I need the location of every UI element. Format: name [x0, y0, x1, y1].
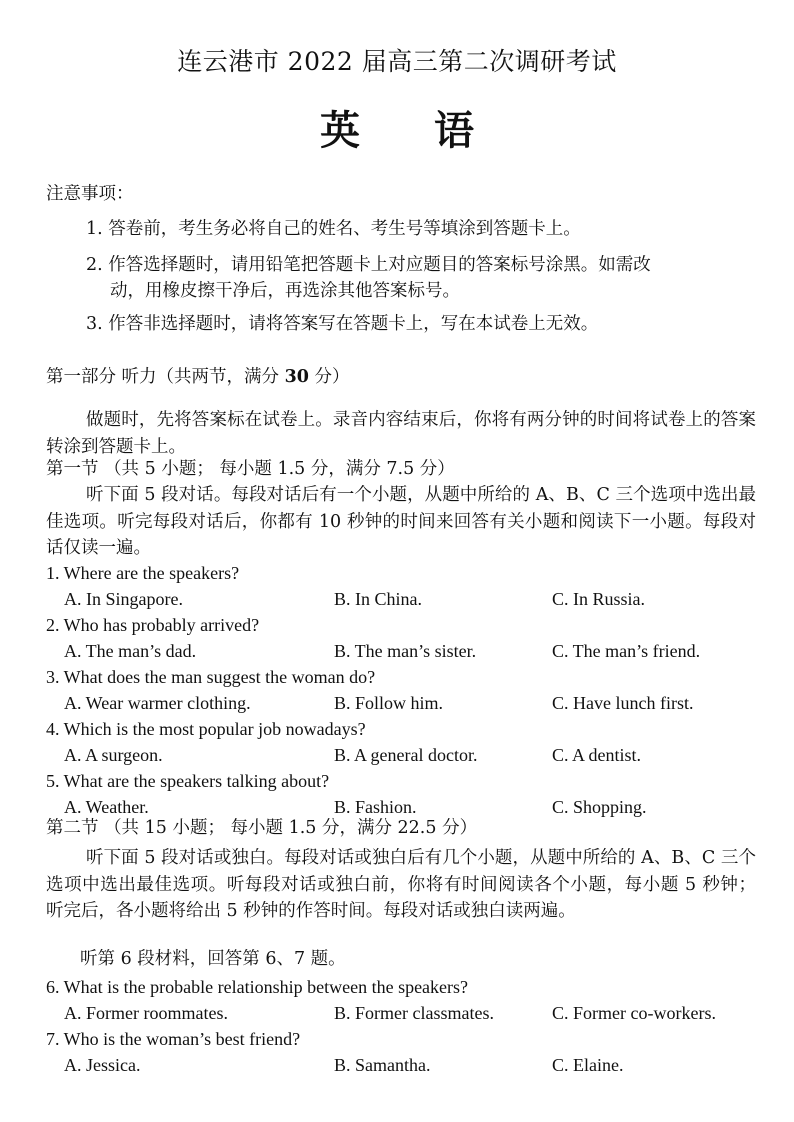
question-1: 1. Where are the speakers? [46, 563, 240, 583]
note-item-2-continued: 动，用橡皮擦干净后，再选涂其他答案标号。 [110, 281, 460, 301]
note-item-1: 1. 答卷前，考生务必将自己的姓名、考生号等填涂到答题卡上。 [86, 219, 581, 239]
q6-option-c: C. Former co-workers. [552, 1003, 716, 1023]
material-6-instruction: 听第 6 段材料，回答第 6、7 题。 [80, 949, 346, 969]
part1-intro: 做题时，先将答案标在试卷上。录音内容结束后，你将有两分钟的时间将试卷上的答案转涂到答题卡上。 [46, 410, 756, 457]
section1-heading: 第一节 （共 5 小题； 每小题 1.5 分，满分 7.5 分） [46, 459, 455, 479]
q4-option-a: A. A surgeon. [64, 745, 163, 765]
question-7: 7. Who is the woman’s best friend? [46, 1029, 301, 1049]
part1-heading [46, 366, 350, 388]
q1-option-a: A. In Singapore. [64, 589, 183, 609]
question-5: 5. What are the speakers talking about? [46, 771, 330, 791]
note-item-2: 2. 作答选择题时，请用铅笔把答题卡上对应题目的答案标号涂黑。如需改 [86, 255, 651, 275]
q7-option-c: C. Elaine. [552, 1055, 624, 1075]
q1-option-c: C. In Russia. [552, 589, 646, 609]
q4-option-c: C. A dentist. [552, 745, 642, 765]
question-2: 2. Who has probably arrived? [46, 615, 260, 635]
note-item-3: 3. 作答非选择题时，请将答案写在答题卡上，写在本试卷上无效。 [86, 314, 599, 334]
exam-title: 连云港市 2022 届高三第二次调研考试 [177, 47, 617, 76]
q1-option-b: B. In China. [334, 589, 422, 609]
q3-option-c: C. Have lunch first. [552, 693, 694, 713]
question-4: 4. Which is the most popular job nowadays? [46, 719, 366, 739]
q5-option-c: C. Shopping. [552, 797, 647, 817]
q2-option-a: A. The man’s dad. [64, 641, 197, 661]
q4-option-b: B. A general doctor. [334, 745, 478, 765]
section2-instructions: 听下面 5 段对话或独白。每段对话或独白后有几个小题，从题中所给的 A、B、C 三个选项中选出最佳选项。听每段对话或独白前，你将有时间阅读各个小题，每小题 5 秒钟； 听完后，各小题将给出 5 秒钟的作答时间。每段对话或独白读两遍。 [46, 848, 756, 921]
q7-option-a: A. Jessica. [64, 1055, 141, 1075]
section2-heading: 第二节 （共 15 小题； 每小题 1.5 分，满分 22.5 分） [46, 818, 478, 838]
subject-title: 英 语 [320, 107, 474, 154]
q6-option-b: B. Former classmates. [334, 1003, 494, 1023]
q2-option-c: C. The man’s friend. [552, 641, 701, 661]
q6-option-a: A. Former roommates. [64, 1003, 228, 1023]
part1-heading-suffix: 分） [308, 367, 350, 387]
part1-heading-prefix: 第一部分 听力（共两节，满分 [46, 367, 285, 387]
q2-option-b: B. The man’s sister. [334, 641, 477, 661]
notes-heading: 注意事项： [46, 184, 134, 204]
q7-option-b: B. Samantha. [334, 1055, 431, 1075]
q3-option-a: A. Wear warmer clothing. [64, 693, 251, 713]
question-6: 6. What is the probable relationship between the speakers? [46, 977, 469, 997]
q3-option-b: B. Follow him. [334, 693, 444, 713]
question-3: 3. What does the man suggest the woman do? [46, 667, 376, 687]
q5-option-b: B. Fashion. [334, 797, 417, 817]
q5-option-a: A. Weather. [64, 797, 149, 817]
part1-score: 30 [284, 367, 309, 387]
section1-instructions: 听下面 5 段对话。每段对话后有一个小题，从题中所给的 A、B、C 三个选项中选出最佳选项。听完每段对话后，你都有 10 秒钟的时间来回答有关小题和阅读下一小题。每段对话仅读一遍。 [46, 485, 756, 558]
